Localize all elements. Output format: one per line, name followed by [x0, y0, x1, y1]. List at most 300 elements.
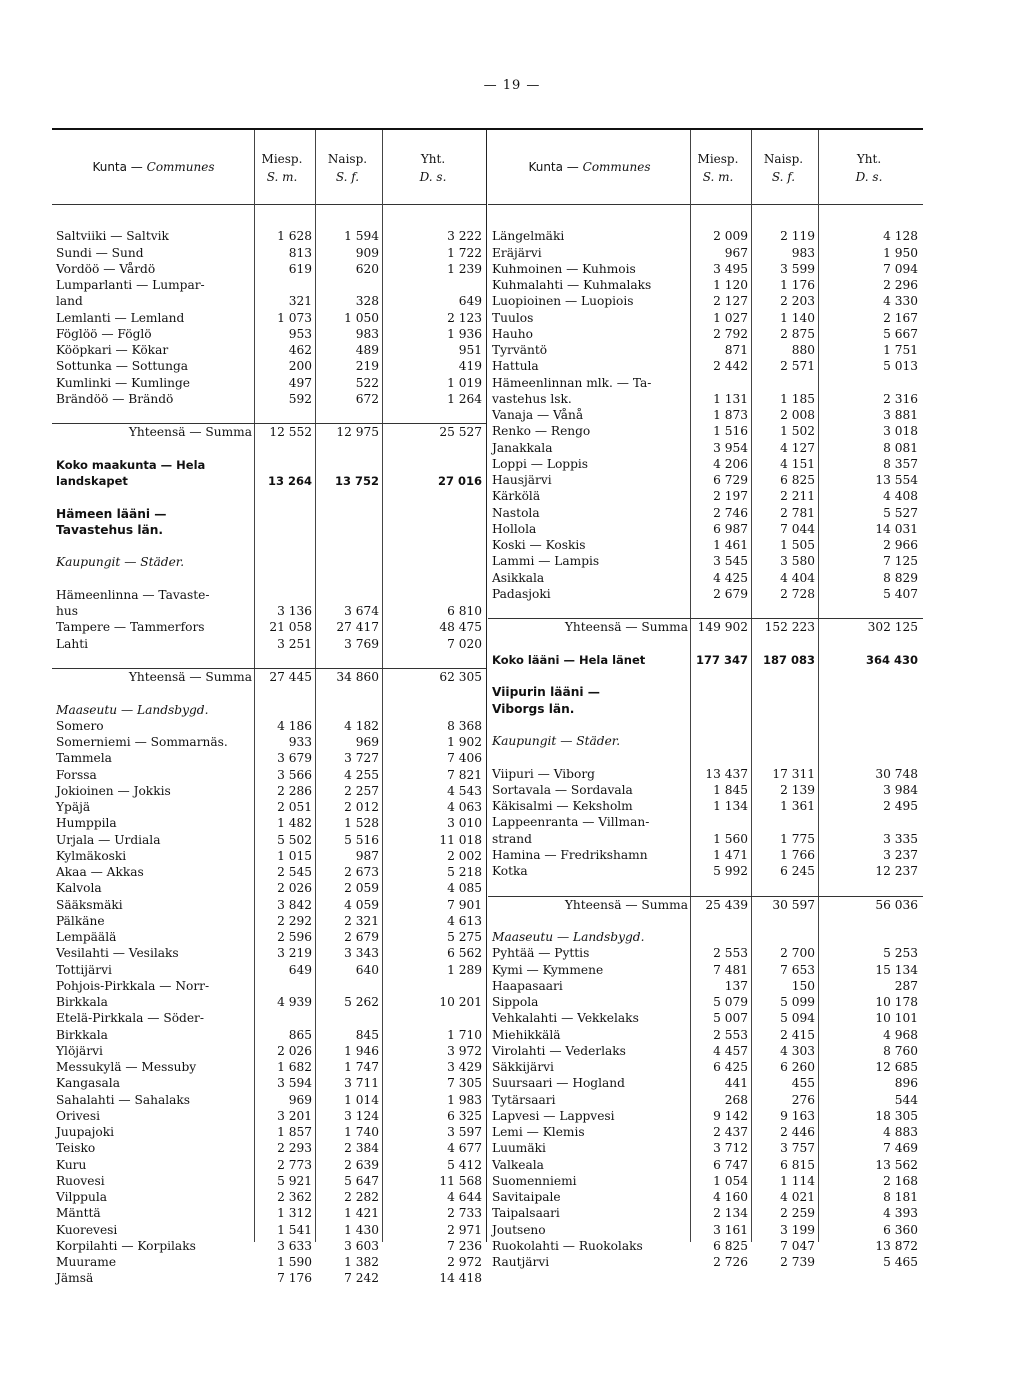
female-count: 27 417: [336, 620, 379, 635]
male-count: [690, 717, 751, 733]
municipality-name: Lapvesi — Lappvesi: [492, 1108, 615, 1123]
female-count: 9 163: [780, 1108, 815, 1123]
municipality-name: Yhteensä — Summa: [128, 425, 252, 440]
total-count: 15 134: [875, 962, 918, 977]
male-count: [254, 652, 315, 668]
table-row: [488, 766, 923, 782]
female-count: [751, 814, 818, 830]
total-count: 6 562: [447, 946, 482, 961]
miesp-header: Miesp.: [261, 152, 303, 166]
male-count: 5 007: [713, 1011, 748, 1026]
female-count: [751, 212, 818, 228]
total-row: [52, 423, 486, 440]
municipality-name: Somerniemi — Sommarnäs.: [56, 735, 228, 749]
female-count: [315, 212, 382, 228]
total-count: 2 972: [447, 1255, 482, 1269]
total-count: 7 125: [883, 554, 918, 569]
table-row: [488, 228, 923, 244]
table-row: [52, 1043, 486, 1059]
female-count: 1 014: [344, 1092, 379, 1107]
spacer-row: [52, 685, 486, 701]
male-count: 1 134: [713, 799, 748, 813]
male-count: [690, 913, 751, 929]
male-count: 1 461: [713, 538, 748, 552]
female-count: 4 151: [780, 456, 815, 471]
miesp-fr-header: S. m.: [702, 170, 734, 184]
male-count: [254, 587, 315, 603]
municipality-name: Sippola: [492, 995, 539, 1009]
municipality-name: Teisko: [56, 1141, 96, 1156]
total-count: 1 751: [883, 343, 918, 357]
municipality-name: Kuorevesi: [56, 1222, 118, 1237]
municipality-name: Hauho: [492, 326, 533, 341]
total-count: 3 222: [447, 229, 482, 244]
total-count: 5 013: [883, 359, 918, 374]
female-count: [751, 701, 818, 717]
municipality-name: Hausjärvi: [492, 473, 552, 487]
table-row: [488, 423, 923, 439]
total-count: [382, 1010, 485, 1026]
female-count: 3 769: [344, 636, 379, 651]
table-row: [488, 994, 923, 1010]
male-count: [690, 814, 751, 830]
female-count: [751, 733, 818, 749]
spacer-row: [488, 913, 923, 929]
table-row: [488, 537, 923, 553]
municipality-name: Kuhmalahti — Kuhmalaks: [492, 278, 652, 292]
table-row: [52, 815, 486, 831]
municipality-name: Lammi — Lampis: [492, 554, 600, 569]
subsection-heading: [488, 929, 923, 945]
female-count: 1 946: [344, 1043, 379, 1058]
municipality-name: Kuhmoinen — Kuhmois: [492, 261, 636, 276]
table-row: [52, 832, 486, 848]
table-row: [52, 603, 486, 619]
female-count: 219: [355, 359, 379, 374]
municipality-name: Kylmäkoski: [56, 848, 127, 863]
table-row: [52, 587, 486, 603]
municipality-name: Längelmäki: [492, 229, 565, 244]
municipality-name: Yhteensä — Summa: [128, 670, 252, 684]
table-row: [52, 358, 486, 374]
total-count: 2 123: [447, 310, 482, 325]
table-row: [488, 652, 923, 668]
total-count: 4 085: [447, 881, 482, 896]
male-count: 5 992: [713, 864, 748, 878]
total-count: 1 264: [447, 391, 482, 406]
total-count: [818, 913, 921, 929]
total-count: [382, 522, 485, 538]
municipality-name: Hämeen lääni —: [56, 506, 167, 521]
municipality-name: Koko lääni — Hela länet: [492, 652, 646, 667]
female-count: 6 245: [780, 864, 815, 878]
municipality-name: Urjala — Urdiala: [56, 832, 161, 847]
municipality-name: [52, 489, 254, 505]
total-count: [818, 733, 921, 749]
male-count: 13 264: [267, 474, 312, 488]
female-count: 455: [791, 1076, 815, 1091]
total-count: 25 527: [439, 425, 482, 440]
total-count: 8 760: [883, 1043, 918, 1058]
municipality-name: Eräjärvi: [492, 245, 542, 260]
female-count: 7 653: [780, 962, 815, 977]
naisp-fr-header: S. f.: [335, 170, 360, 184]
municipality-name: Kööpkari — Kökar: [56, 343, 169, 357]
municipality-name: Suomenniemi: [492, 1173, 577, 1188]
male-count: 2 442: [713, 359, 748, 374]
table-row: [488, 261, 923, 277]
table-row: [488, 440, 923, 456]
female-count: 2 781: [780, 505, 815, 520]
male-count: 3 251: [277, 636, 312, 651]
male-count: 1 845: [713, 782, 748, 797]
total-count: 5 465: [883, 1255, 918, 1269]
municipality-name: Kaupungit — Städer.: [492, 734, 621, 748]
female-count: 7 047: [780, 1238, 815, 1253]
table-row: [488, 326, 923, 342]
table-row: [52, 342, 486, 358]
total-count: 2 495: [883, 799, 918, 813]
male-count: [254, 407, 315, 423]
municipality-name: Joutseno: [492, 1222, 546, 1237]
total-count: 951: [458, 343, 482, 357]
total-count: 1 936: [447, 326, 482, 341]
female-count: 2 571: [780, 359, 815, 374]
total-row: [488, 896, 923, 913]
table-row: [488, 814, 923, 830]
total-count: [382, 489, 485, 505]
municipality-name: Tammela: [56, 751, 112, 766]
male-count: [690, 602, 751, 618]
municipality-name: Maaseutu — Landsbygd.: [492, 930, 645, 944]
table-row: [488, 1238, 923, 1254]
table-row: [488, 1140, 923, 1156]
table-row: [52, 750, 486, 766]
table-row: [488, 1010, 923, 1026]
table-row: [488, 1108, 923, 1124]
male-count: 649: [288, 962, 312, 977]
municipality-name: Vilppula: [56, 1190, 107, 1204]
female-count: 328: [355, 294, 379, 309]
total-count: 2 296: [883, 278, 918, 292]
municipality-name: Suursaari — Hogland: [492, 1076, 625, 1091]
subsection-heading: [52, 702, 486, 718]
male-count: 1 482: [277, 816, 312, 831]
female-count: 909: [355, 245, 379, 260]
total-count: 1 289: [447, 962, 482, 977]
male-count: 2 553: [713, 1027, 748, 1042]
yht-header: Yht.: [420, 152, 446, 166]
male-count: 2 293: [277, 1141, 312, 1156]
female-count: 6 825: [780, 473, 815, 487]
table-row: [52, 1189, 486, 1205]
table-row: [52, 391, 486, 407]
male-count: 3 566: [277, 767, 312, 782]
male-count: [254, 506, 315, 522]
table-row: [488, 358, 923, 374]
male-count: 5 502: [277, 832, 312, 847]
municipality-name: [52, 212, 254, 228]
total-count: 1 983: [447, 1092, 482, 1107]
male-count: 2 679: [713, 586, 748, 601]
male-count: 969: [288, 1092, 312, 1107]
total-count: 13 562: [875, 1157, 918, 1172]
municipality-name: Viborgs län.: [492, 701, 575, 716]
male-count: 9 142: [713, 1108, 748, 1123]
table-header: [52, 130, 486, 205]
table-row: [488, 245, 923, 261]
female-count: [315, 685, 382, 701]
municipality-name: Säkkijärvi: [492, 1060, 554, 1074]
male-count: 3 219: [277, 946, 312, 961]
male-count: [254, 457, 315, 473]
miesp-header: Miesp.: [697, 152, 739, 166]
total-count: 2 733: [447, 1206, 482, 1221]
table-row: [488, 391, 923, 407]
total-count: 1 239: [447, 261, 482, 276]
female-count: 13 752: [334, 474, 379, 488]
male-count: 5 079: [713, 995, 748, 1009]
table-row: [52, 1010, 486, 1026]
municipality-name: Orivesi: [56, 1108, 100, 1123]
female-count: [751, 717, 818, 733]
municipality-name: Rautjärvi: [492, 1255, 550, 1269]
kunta-header: Kunta — Communes: [92, 160, 215, 174]
total-count: 6 360: [883, 1222, 918, 1237]
municipality-name: Virolahti — Vederlaks: [492, 1043, 626, 1058]
male-count: 13 437: [705, 766, 748, 781]
female-count: 5 099: [780, 995, 815, 1009]
table-row: [52, 293, 486, 309]
female-count: [315, 506, 382, 522]
municipality-name: Vesilahti — Vesilaks: [56, 946, 179, 961]
table-row: [488, 1222, 923, 1238]
total-count: 1 722: [447, 245, 482, 260]
municipality-name: Tytärsaari: [492, 1092, 556, 1107]
female-count: 5 516: [344, 832, 379, 847]
female-count: 2 739: [780, 1255, 815, 1269]
female-count: 12 975: [336, 425, 379, 440]
male-count: 3 679: [277, 751, 312, 766]
yht-fr-header: D. s.: [855, 170, 883, 184]
table-row: [488, 1092, 923, 1108]
municipality-name: Somero: [56, 718, 104, 733]
female-count: [751, 929, 818, 945]
municipality-name: Tampere — Tammerfors: [56, 620, 205, 635]
municipality-name: Kalvola: [56, 881, 102, 896]
male-count: [690, 636, 751, 652]
municipality-name: Saltviiki — Saltvik: [56, 229, 169, 244]
municipality-name: [488, 636, 690, 652]
municipality-name: Jokioinen — Jokkis: [56, 783, 171, 798]
table-row: [52, 245, 486, 261]
female-count: [315, 489, 382, 505]
female-count: [751, 684, 818, 700]
municipality-name: Föglöö — Föglö: [56, 326, 152, 341]
municipality-name: Asikkala: [492, 570, 545, 585]
female-count: [315, 652, 382, 668]
municipality-name: Lumparlanti — Lumpar-: [56, 278, 205, 292]
male-count: 3 545: [713, 554, 748, 569]
male-count: 2 292: [277, 913, 312, 928]
total-count: 30 748: [875, 766, 918, 781]
female-count: 150: [791, 978, 815, 993]
table-header: [488, 130, 923, 205]
total-count: 2 167: [883, 310, 918, 325]
table-row: [52, 310, 486, 326]
table-row: [488, 1059, 923, 1075]
female-count: 2 384: [344, 1141, 379, 1156]
male-count: [254, 685, 315, 701]
table-row: [488, 798, 923, 814]
municipality-name: Ruovesi: [56, 1173, 105, 1188]
total-count: [382, 978, 485, 994]
female-count: 2 119: [780, 229, 815, 244]
page-number: — 19 —: [483, 78, 541, 93]
female-count: 7 242: [344, 1271, 379, 1286]
female-count: 2 875: [780, 326, 815, 341]
female-count: 2 139: [780, 782, 815, 797]
table-row: [52, 277, 486, 293]
female-count: 1 114: [780, 1173, 815, 1188]
female-count: 3 580: [780, 554, 815, 569]
total-count: 302 125: [867, 620, 918, 635]
male-count: 953: [288, 326, 312, 341]
total-count: 2 168: [883, 1173, 918, 1188]
table-row: [488, 456, 923, 472]
female-count: 2 728: [780, 586, 815, 601]
municipality-name: [488, 717, 690, 733]
female-count: 2 700: [780, 946, 815, 961]
female-count: 2 679: [344, 930, 379, 944]
female-count: 276: [791, 1092, 815, 1107]
municipality-name: Hattula: [492, 359, 539, 374]
spacer-row: [52, 538, 486, 554]
total-count: 10 101: [875, 1011, 918, 1026]
municipality-name: Kumlinki — Kumlinge: [56, 375, 191, 390]
table-row: [488, 342, 923, 358]
table-row: [52, 718, 486, 734]
total-count: [818, 602, 921, 618]
total-count: [382, 702, 485, 718]
municipality-name: Birkkala: [56, 1027, 108, 1042]
table-row: [488, 1254, 923, 1270]
total-count: [818, 814, 921, 830]
female-count: 5 647: [344, 1173, 379, 1188]
total-count: [382, 212, 485, 228]
municipality-name: [488, 212, 690, 228]
municipality-name: Vehkalahti — Vekkelaks: [492, 1011, 639, 1026]
male-count: 2 746: [713, 505, 748, 520]
male-count: 1 073: [277, 310, 312, 325]
total-count: 10 201: [439, 995, 482, 1009]
total-count: 896: [894, 1076, 918, 1091]
female-count: 3 711: [344, 1076, 379, 1091]
total-count: 14 031: [875, 521, 918, 536]
male-count: [254, 702, 315, 718]
municipality-name: Valkeala: [492, 1157, 544, 1172]
male-count: 2 553: [713, 946, 748, 961]
male-count: 6 729: [713, 473, 748, 487]
male-count: [690, 375, 751, 391]
municipality-name: Tyrväntö: [492, 343, 548, 357]
municipality-name: Kaupungit — Städer.: [56, 555, 185, 570]
municipality-name: Viipuri — Viborg: [492, 766, 595, 781]
total-count: 14 418: [439, 1271, 482, 1286]
total-count: 5 527: [883, 505, 918, 520]
male-count: 321: [288, 294, 312, 309]
total-count: [382, 457, 485, 473]
male-count: 1 541: [277, 1222, 312, 1237]
left-table: [52, 130, 486, 1286]
female-count: 2 257: [344, 783, 379, 798]
subsection-heading: [488, 733, 923, 749]
total-count: 7 821: [447, 767, 482, 782]
total-count: 4 330: [883, 294, 918, 309]
table-row: [488, 945, 923, 961]
male-count: 4 425: [713, 570, 748, 585]
total-count: 27 016: [437, 474, 482, 488]
female-count: 3 343: [344, 946, 379, 961]
female-count: 1 421: [344, 1206, 379, 1221]
total-count: 48 475: [439, 620, 482, 635]
total-count: [382, 538, 485, 554]
municipality-name: Luumäki: [492, 1141, 546, 1156]
female-count: 34 860: [336, 670, 379, 684]
male-count: [254, 571, 315, 587]
male-count: 1 682: [277, 1060, 312, 1074]
total-count: [818, 929, 921, 945]
female-count: 5 262: [344, 995, 379, 1009]
municipality-name: Korpilahti — Korpilaks: [56, 1238, 196, 1253]
male-count: [690, 733, 751, 749]
male-count: 865: [288, 1027, 312, 1042]
municipality-name: Tottijärvi: [56, 962, 112, 977]
female-count: 4 182: [344, 718, 379, 733]
spacer-row: [52, 212, 486, 228]
total-count: 4 408: [883, 489, 918, 504]
total-count: [818, 701, 921, 717]
municipality-name: Lempäälä: [56, 930, 117, 944]
male-count: 2 792: [713, 326, 748, 341]
female-count: 2 203: [780, 294, 815, 309]
municipality-name: vastehus lsk.: [492, 391, 572, 406]
total-count: 3 972: [447, 1043, 482, 1058]
female-count: [751, 668, 818, 684]
female-count: 983: [791, 245, 815, 260]
total-count: [818, 717, 921, 733]
table-row: [52, 636, 486, 652]
municipality-name: Lappeenranta — Villman-: [492, 815, 650, 830]
total-count: 5 412: [447, 1157, 482, 1172]
municipality-name: Sortavala — Sordavala: [492, 782, 633, 797]
table-row: [52, 897, 486, 913]
table-row: [488, 407, 923, 423]
municipality-name: Sahalahti — Sahalaks: [56, 1092, 191, 1107]
male-count: 6 825: [713, 1238, 748, 1253]
naisp-header: Naisp.: [763, 152, 804, 166]
total-count: 6 325: [447, 1108, 482, 1123]
male-count: 1 471: [713, 847, 748, 862]
table-row: [488, 1157, 923, 1173]
total-count: [818, 668, 921, 684]
municipality-name: Hämeenlinna — Tavaste-: [56, 587, 210, 602]
total-count: 10 178: [875, 995, 918, 1009]
total-count: 2 002: [447, 848, 482, 863]
municipality-name: [488, 668, 690, 684]
table-row: [52, 1059, 486, 1075]
female-count: [315, 978, 382, 994]
